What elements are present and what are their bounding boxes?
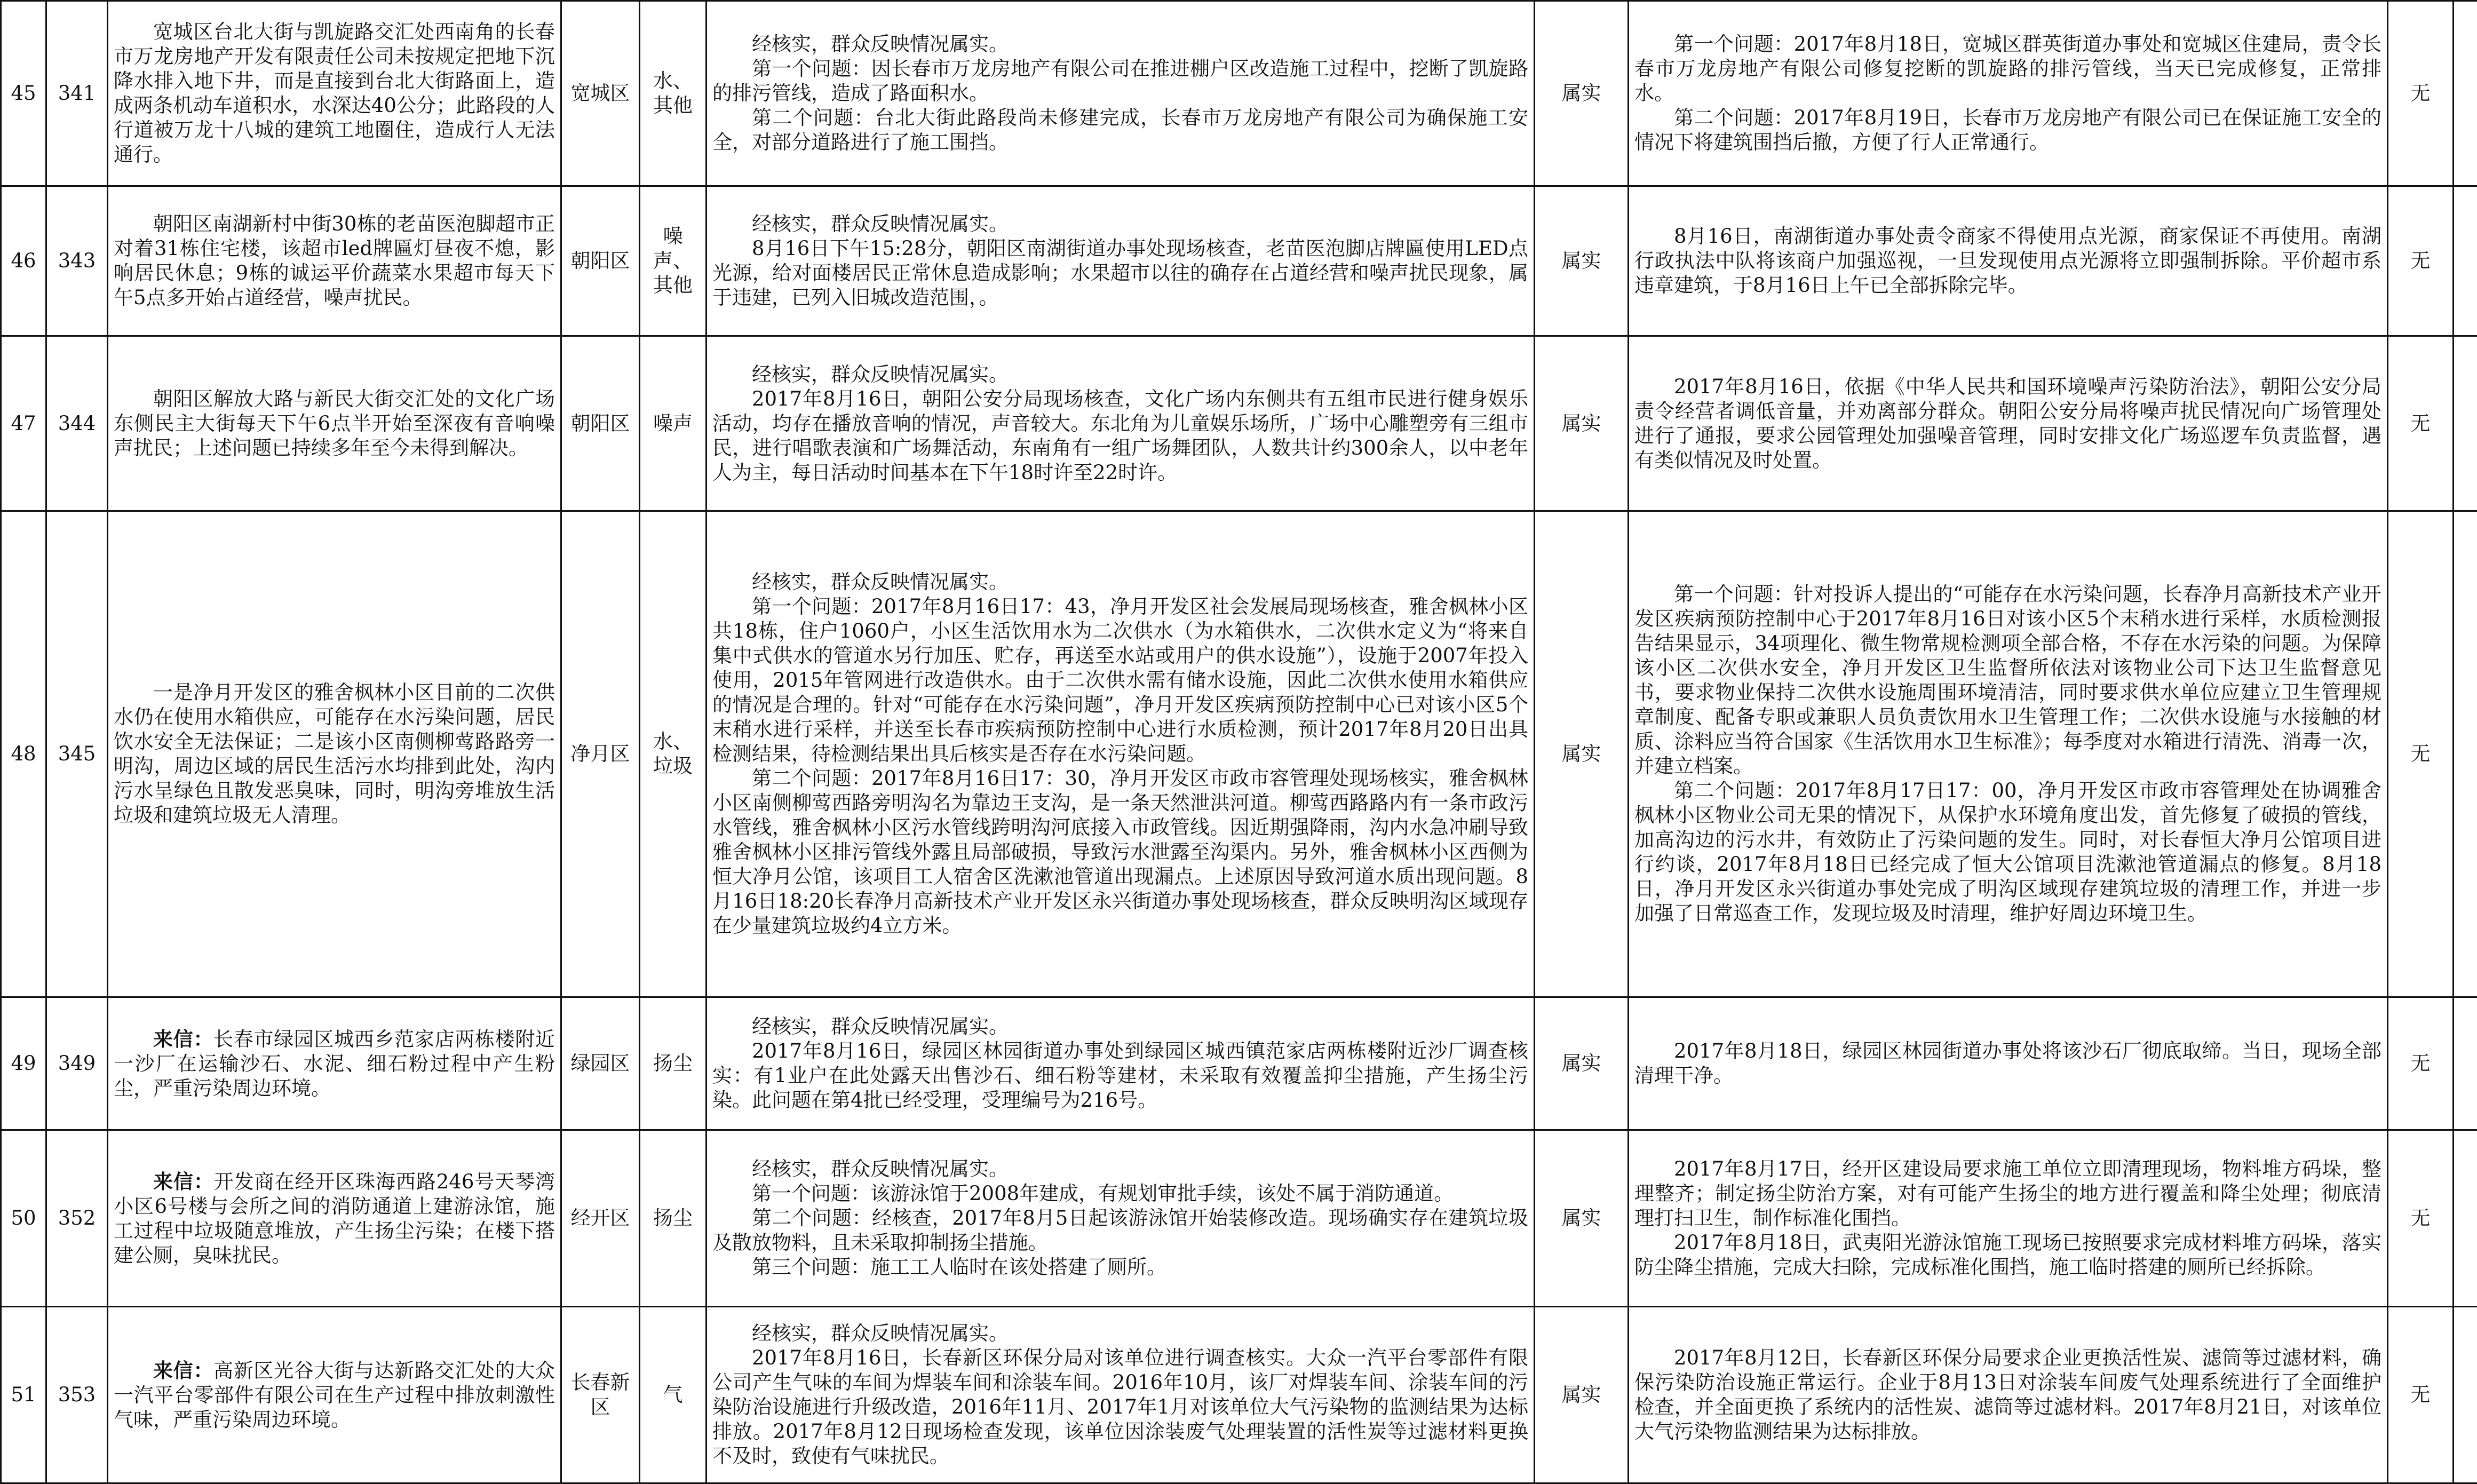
seq-cell: 45 — [1, 1, 46, 186]
case-id-cell: 341 — [46, 1, 108, 186]
complaint-text — [114, 1169, 555, 1268]
findings-cell — [706, 186, 1535, 336]
letter-prefix-label: 来信： — [153, 1027, 213, 1051]
category-cell: 扬尘 — [640, 1130, 706, 1307]
seq-cell: 50 — [1, 1130, 46, 1307]
complaint-content-cell — [108, 997, 561, 1130]
accountability-cell: 无 — [2388, 511, 2454, 997]
finding-paragraph: 第二个问题：台北大街此路段尚未修建完成，长春市万龙房地产有限公司为确保施工安全，对部分道路进行了施工围挡。 — [712, 106, 1528, 155]
district-cell: 朝阳区 — [561, 336, 640, 511]
handling-paragraph: 第一个问题：2017年8月18日，宽城区群英街道办事处和宽城区住建局，责令长春市万龙房地产有限公司修复挖断的凯旋路的排污管线，当天已完成修复，正常排水。 — [1634, 32, 2381, 106]
blank-edge-cell — [2454, 186, 2477, 336]
district-cell: 宽城区 — [561, 1, 640, 186]
seq-cell: 46 — [1, 186, 46, 336]
district-cell: 绿园区 — [561, 997, 640, 1130]
blank-edge-cell — [2454, 1, 2477, 186]
handling-paragraph: 2017年8月12日，长春新区环保分局要求企业更换活性炭、滤筒等过滤材料，确保污染防治设施正常运行。企业于8月13日对涂装车间废气处理系统进行了全面维护检查，并全面更换了系统内的活性炭、滤筒等过滤材料。2017年8月21日，对该单位大气污染物监测结果为达标排放。 — [1634, 1346, 2381, 1444]
findings-cell — [706, 997, 1535, 1130]
blank-edge-cell — [2454, 997, 2477, 1130]
verdict-cell: 属实 — [1535, 1307, 1629, 1483]
findings-cell — [706, 336, 1535, 511]
blank-edge-cell — [2454, 336, 2477, 511]
category-cell: 气 — [640, 1307, 706, 1483]
findings-cell — [706, 511, 1535, 997]
category-cell: 扬尘 — [640, 997, 706, 1130]
case-id-cell: 345 — [46, 511, 108, 997]
complaint-body: 高新区光谷大街与达新路交汇处的大众一汽平台零部件有限公司在生产过程中排放刺激性气味，严重污染周边环境。 — [114, 1359, 555, 1431]
complaint-content-cell — [108, 336, 561, 511]
case-id-cell: 344 — [46, 336, 108, 511]
seq-cell: 47 — [1, 336, 46, 511]
complaint-body: 一是净月开发区的雅舍枫林小区目前的二次供水仍在使用水箱供应，可能存在水污染问题，居民饮水安全无法保证；二是该小区南侧柳莺路路旁一明沟，周边区域的居民生活污水均排到此处，沟内污水呈绿色且散发恶臭味，同时，明沟旁堆放生活垃圾和建筑垃圾无人清理。 — [114, 681, 555, 827]
accountability-cell: 无 — [2388, 1130, 2454, 1307]
table-row — [1, 1130, 2477, 1307]
complaint-text — [114, 387, 555, 461]
case-id-cell: 343 — [46, 186, 108, 336]
table-body — [1, 1, 2477, 1483]
complaint-body: 宽城区台北大街与凯旋路交汇处西南角的长春市万龙房地产开发有限责任公司未按规定把地下沉降水排入地下井，而是直接到台北大街路面上，造成两条机动车道积水，水深达40公分；此路段的人行道被万龙十八城的建筑工地圈住，造成行人无法通行。 — [114, 20, 555, 166]
verdict-cell: 属实 — [1535, 1130, 1629, 1307]
district-cell: 净月区 — [561, 511, 640, 997]
seq-cell: 49 — [1, 997, 46, 1130]
finding-paragraph: 2017年8月16日，朝阳公安分局现场核查，文化广场内东侧共有五组市民进行健身娱乐活动，均存在播放音响的情况，声音较大。东北角为儿童娱乐场所，广场中心雕塑旁有三组市民，进行唱歌表演和广场舞活动，东南角有一组广场舞团队，人数共计约300余人，以中老年人为主，每日活动时间基本在下午18时许至22时许。 — [712, 387, 1528, 485]
complaint-content-cell — [108, 1130, 561, 1307]
finding-paragraph: 经核实，群众反映情况属实。 — [712, 362, 1528, 387]
handling-paragraph: 2017年8月18日，绿园区林园街道办事处将该沙石厂彻底取缔。当日，现场全部清理干净。 — [1634, 1039, 2381, 1088]
complaint-content-cell — [108, 1307, 561, 1483]
findings-cell — [706, 1130, 1535, 1307]
handling-paragraph: 8月16日，南湖街道办事处责令商家不得使用点光源，商家保证不再使用。南湖行政执法中队将该商户加强巡视，一旦发现使用点光源将立即强制拆除。平价超市系违章建筑，于8月16日上午已全部拆除完毕。 — [1634, 224, 2381, 298]
handling-paragraph: 2017年8月17日，经开区建设局要求施工单位立即清理现场，物料堆方码垛，整理整齐；制定扬尘防治方案，对有可能产生扬尘的地方进行覆盖和降尘处理；彻底清理打扫卫生，制作标准化围挡。 — [1634, 1157, 2381, 1231]
verdict-cell: 属实 — [1535, 336, 1629, 511]
finding-paragraph: 经核实，群众反映情况属实。 — [712, 1014, 1528, 1039]
table-row — [1, 1, 2477, 186]
accountability-cell: 无 — [2388, 1307, 2454, 1483]
table-row — [1, 1307, 2477, 1483]
handling-cell — [1629, 1, 2388, 186]
complaint-text — [114, 20, 555, 167]
category-cell: 噪声 — [640, 336, 706, 511]
handling-paragraph: 第二个问题：2017年8月19日，长春市万龙房地产有限公司已在保证施工安全的情况下将建筑围挡后撤，方便了行人正常通行。 — [1634, 106, 2381, 155]
finding-paragraph: 经核实，群众反映情况属实。 — [712, 212, 1528, 236]
table-row — [1, 186, 2477, 336]
finding-paragraph: 第二个问题：2017年8月16日17：30，净月开发区市政市容管理处现场核实，雅舍枫林小区南侧柳莺西路旁明沟名为靠边王支沟，是一条天然泄洪河道。柳莺西路路内有一条市政污水管线，雅舍枫林小区污水管线跨明沟河底接入市政管线。因近期强降雨，沟内水急冲刷导致雅舍枫林小区排污管线外露且局部破损，导致污水泄露至沟渠内。另外，雅舍枫林小区西侧为恒大净月公馆，该项目工人宿舍区洗漱池管道出现漏点。上述原因导致河道水质出现问题。8月16日18:20长春净月高新技术产业开发区永兴街道办事处现场核查，群众反映明沟区域现存在少量建筑垃圾约4立方米。 — [712, 766, 1528, 938]
blank-edge-cell — [2454, 1307, 2477, 1483]
table-row — [1, 997, 2477, 1130]
category-cell: 水、垃圾 — [640, 511, 706, 997]
complaint-body: 朝阳区南湖新村中街30栋的老苗医泡脚超市正对着31栋住宅楼，该超市led牌匾灯昼夜不熄，影响居民休息；9栋的诚运平价蔬菜水果超市每天下午5点多开始占道经营，噪声扰民。 — [114, 212, 555, 309]
complaint-body: 长春市绿园区城西乡范家店两栋楼附近一沙厂在运输沙石、水泥、细石粉过程中产生粉尘，严重污染周边环境。 — [114, 1028, 555, 1100]
verdict-cell: 属实 — [1535, 511, 1629, 997]
complaint-content-cell — [108, 1, 561, 186]
complaint-text — [114, 212, 555, 310]
accountability-cell: 无 — [2388, 997, 2454, 1130]
finding-paragraph: 经核实，群众反映情况属实。 — [712, 1157, 1528, 1181]
accountability-cell: 无 — [2388, 1, 2454, 186]
handling-paragraph: 第一个问题：针对投诉人提出的“可能存在水污染问题，长春净月高新技术产业开发区疾病预防控制中心于2017年8月16日对该小区5个末稍水进行采样，水质检测报告结果显示，34项理化、微生物常规检测项全部合格，不存在水污染的问题。为保障该小区二次供水安全，净月开发区卫生监督所依法对该物业公司下达卫生监督意见书，要求物业保持二次供水设施周围环境清洁，同时要求供水单位应建立卫生管理规章制度、配备专职或兼职人员负责饮用水卫生管理工作；二次供水设施与水接触的材质、涂料应当符合国家《生活饮用水卫生标准》；每季度对水箱进行清洗、消毒一次，并建立档案。 — [1634, 582, 2381, 779]
handling-paragraph: 2017年8月16日，依据《中华人民共和国环境噪声污染防治法》，朝阳公安分局责令经营者调低音量，并劝离部分群众。朝阳公安分局将噪声扰民情况向广场管理处进行了通报，要求公园管理处加强噪音管理，同时安排文化广场巡逻车负责监督，遇有类似情况及时处置。 — [1634, 375, 2381, 473]
category-cell: 水、其他 — [640, 1, 706, 186]
handling-cell — [1629, 1307, 2388, 1483]
handling-paragraph: 2017年8月18日，武夷阳光游泳馆施工现场已按照要求完成材料堆方码垛，落实防尘降尘措施，完成大扫除，完成标准化围挡，施工临时搭建的厕所已经拆除。 — [1634, 1231, 2381, 1280]
blank-edge-cell — [2454, 511, 2477, 997]
finding-paragraph: 2017年8月16日，长春新区环保分局对该单位进行调查核实。大众一汽平台零部件有限公司产生气味的车间为焊装车间和涂装车间。2016年10月，该厂对焊装车间、涂装车间的污染防治设施进行升级改造，2016年11月、2017年1月对该单位大气污染物的监测结果为达标排放。2017年8月12日现场检查发现，该单位因涂装废气处理装置的活性炭等过滤材料更换不及时，致使有气味扰民。 — [712, 1346, 1528, 1469]
findings-cell — [706, 1, 1535, 186]
verdict-cell: 属实 — [1535, 1, 1629, 186]
case-id-cell: 349 — [46, 997, 108, 1130]
district-cell: 长春新区 — [561, 1307, 640, 1483]
district-cell: 朝阳区 — [561, 186, 640, 336]
case-id-cell: 353 — [46, 1307, 108, 1483]
complaint-content-cell — [108, 186, 561, 336]
handling-cell — [1629, 511, 2388, 997]
verdict-cell: 属实 — [1535, 997, 1629, 1130]
finding-paragraph: 第三个问题：施工工人临时在该处搭建了厕所。 — [712, 1255, 1528, 1280]
accountability-cell: 无 — [2388, 336, 2454, 511]
handling-paragraph: 第二个问题：2017年8月17日17：00，净月开发区市政市容管理处在协调雅舍枫林小区物业公司无果的情况下，从保护水环境角度出发，首先修复了破损的管线，加高沟边的污水井，有效防止了污染问题的发生。同时，对长春恒大净月公馆项目进行约谈，2017年8月18日已经完成了恒大公馆项目洗漱池管道漏点的修复。8月18日，净月开发区永兴街道办事处完成了明沟区域现存建筑垃圾的清理工作，并进一步加强了日常巡查工作，发现垃圾及时清理，维护好周边环境卫生。 — [1634, 779, 2381, 926]
complaint-text — [114, 1358, 555, 1432]
letter-prefix-label: 来信： — [153, 1359, 213, 1382]
table-row — [1, 511, 2477, 997]
blank-edge-cell — [2454, 1130, 2477, 1307]
complaint-body: 朝阳区解放大路与新民大街交汇处的文化广场东侧民主大街每天下午6点半开始至深夜有音响噪声扰民；上述问题已持续多年至今未得到解决。 — [114, 387, 555, 459]
finding-paragraph: 2017年8月16日，绿园区林园街道办事处到绿园区城西镇范家店两栋楼附近沙厂调查核实：有1业户在此处露天出售沙石、细石粉等建材，未采取有效覆盖抑尘措施，产生扬尘污染。此问题在第4批已经受理，受理编号为216号。 — [712, 1039, 1528, 1113]
finding-paragraph: 经核实，群众反映情况属实。 — [712, 32, 1528, 57]
seq-cell: 48 — [1, 511, 46, 997]
finding-paragraph: 第一个问题：因长春市万龙房地产有限公司在推进棚户区改造施工过程中，挖断了凯旋路的排污管线，造成了路面积水。 — [712, 57, 1528, 106]
letter-prefix-label: 来信： — [153, 1170, 214, 1193]
findings-cell — [706, 1307, 1535, 1483]
finding-paragraph: 第二个问题：经核查，2017年8月5日起该游泳馆开始装修改造。现场确实存在建筑垃圾及散放物料，且未采取抑制扬尘措施。 — [712, 1206, 1528, 1255]
finding-paragraph: 第一个问题：2017年8月16日17：43，净月开发区社会发展局现场核查，雅舍枫林小区共18栋，住户1060户，小区生活饮用水为二次供水（为水箱供水，二次供水定义为“将来自集中式供水的管道水另行加压、贮存，再送至水站或用户的供水设施”），设施于2007年投入使用，2015年管网进行改造供水。由于二次供水需有储水设施，因此二次供水使用水箱供应的情况是合理的。针对“可能存在水污染问题”，净月开发区疾病预防控制中心已对该小区5个末稍水进行采样，并送至长春市疾病预防控制中心进行水质检测，预计2017年8月20日出具检测结果，待检测结果出具后核实是否存在水污染问题。 — [712, 594, 1528, 766]
handling-cell — [1629, 186, 2388, 336]
verdict-cell: 属实 — [1535, 186, 1629, 336]
finding-paragraph: 经核实，群众反映情况属实。 — [712, 1321, 1528, 1346]
table-row — [1, 336, 2477, 511]
finding-paragraph: 经核实，群众反映情况属实。 — [712, 570, 1528, 594]
seq-cell: 51 — [1, 1307, 46, 1483]
handling-cell — [1629, 336, 2388, 511]
complaint-text — [114, 680, 555, 828]
accountability-cell: 无 — [2388, 186, 2454, 336]
complaint-body: 开发商在经开区珠海西路246号天琴湾小区6号楼与会所之间的消防通道上建游泳馆，施工过程中垃圾随意堆放，产生扬尘污染；在楼下搭建公厕，臭味扰民。 — [114, 1170, 555, 1267]
finding-paragraph: 8月16日下午15:28分，朝阳区南湖街道办事处现场核查，老苗医泡脚店牌匾使用LED点光源，给对面楼居民正常休息造成影响；水果超市以往的确存在占道经营和噪声扰民现象，属于违建，已列入旧城改造范围，。 — [712, 236, 1528, 310]
handling-cell — [1629, 1130, 2388, 1307]
complaint-content-cell — [108, 511, 561, 997]
district-cell: 经开区 — [561, 1130, 640, 1307]
case-id-cell: 352 — [46, 1130, 108, 1307]
handling-cell — [1629, 997, 2388, 1130]
complaint-text — [114, 1027, 555, 1101]
finding-paragraph: 第一个问题：该游泳馆于2008年建成，有规划审批手续，该处不属于消防通道。 — [712, 1181, 1528, 1206]
category-cell: 噪声、其他 — [640, 186, 706, 336]
